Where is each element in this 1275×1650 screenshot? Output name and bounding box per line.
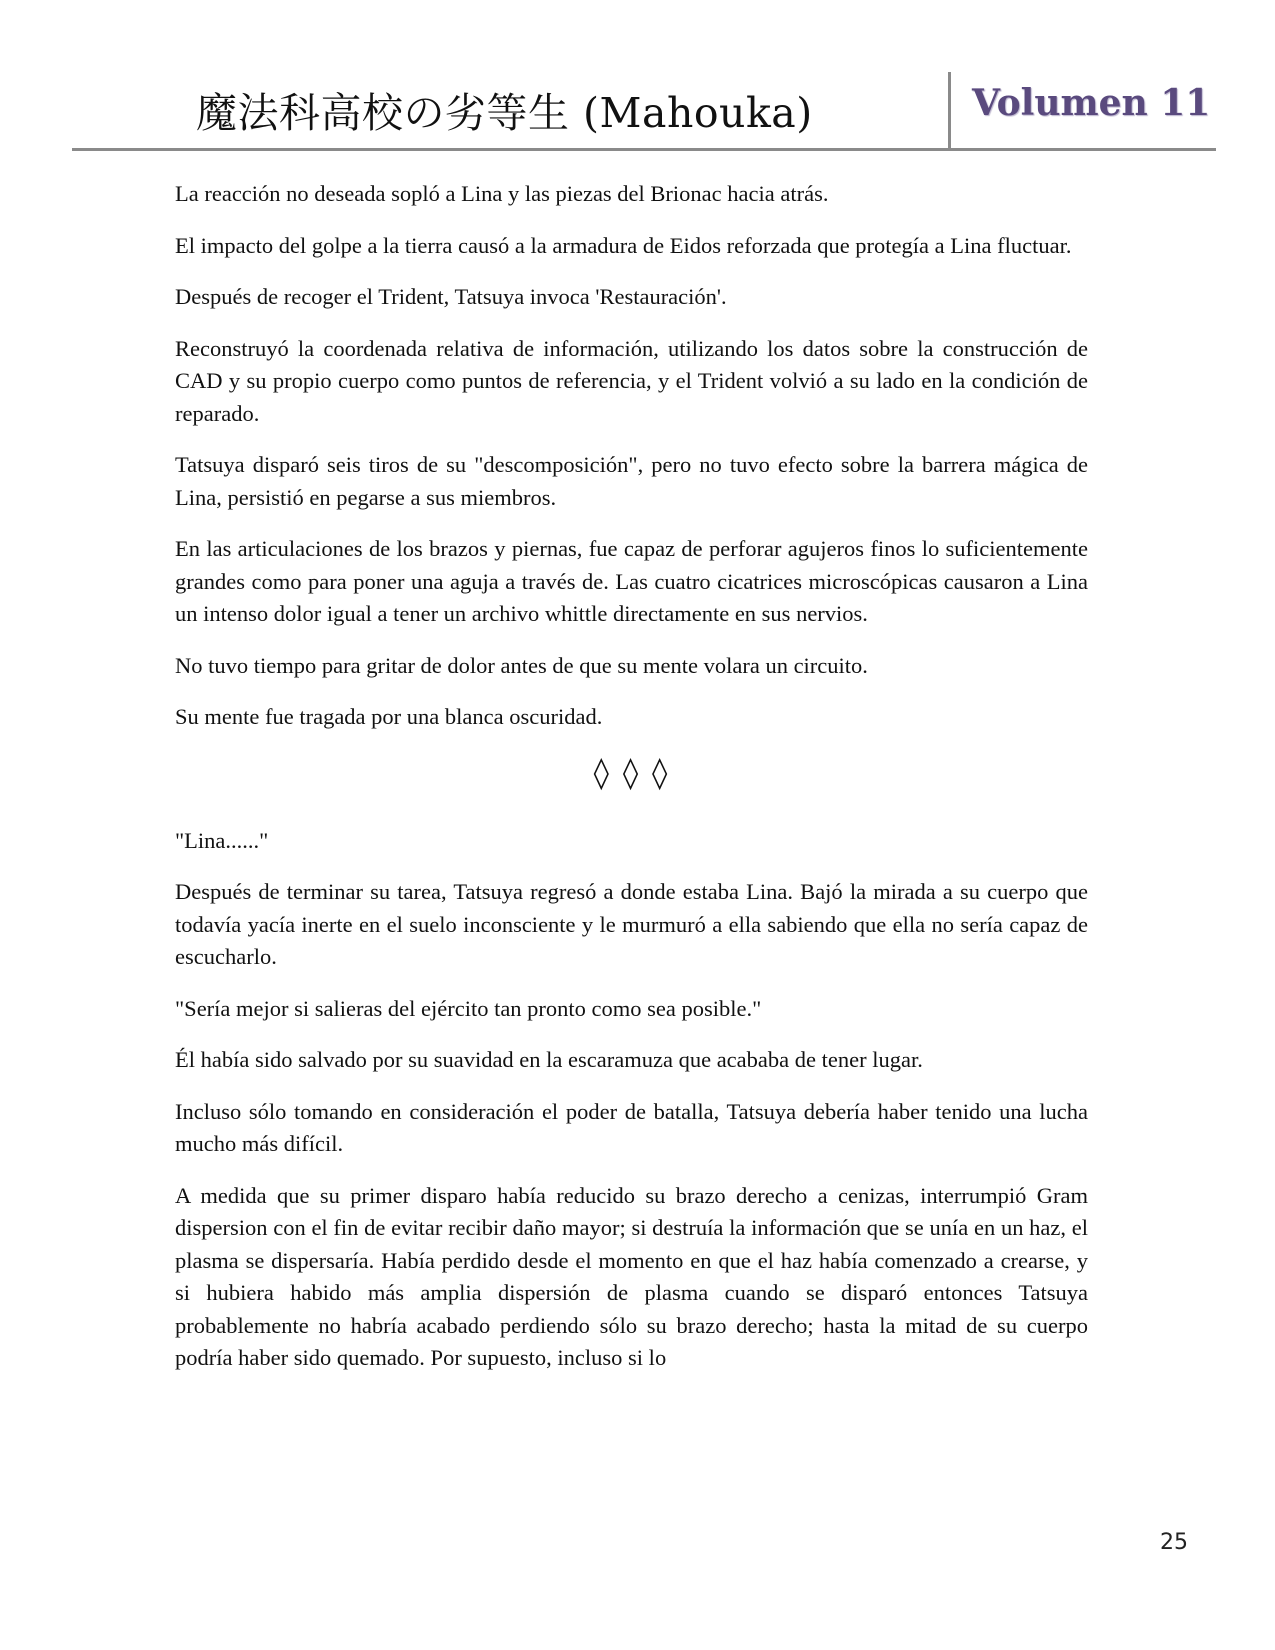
paragraph: No tuvo tiempo para gritar de dolor antes de que su mente volara un circuito.	[175, 652, 868, 678]
paragraph: Después de terminar su tarea, Tatsuya regresó a donde estaba Lina. Bajó la mirada a su cuerpo que todavía yacía inerte en el suelo inconsciente y le murmuró a ella sabiendo que ella no sería capaz de escucharlo.	[175, 879, 1088, 969]
paragraph: "Lina......"	[175, 827, 269, 853]
page-header	[72, 70, 1216, 150]
page-body	[175, 178, 1088, 1394]
header-rule	[72, 148, 1216, 151]
volume-label: Volumen 11	[972, 82, 1211, 124]
paragraph: A medida que su primer disparo había reducido su brazo derecho a cenizas, interrumpió Gram dispersion con el fin de evitar recibir daño mayor; si destruía la información que se unía en un haz, el plasma se dispersaría. Había perdido desde el momento en que el haz había comenzado a crearse, y si hubiera habido más amplia dispersión de plasma cuando se disparó entonces Tatsuya probablemente no habría acabado perdiendo sólo su brazo derecho; hasta la mitad de su cuerpo podría haber sido quemado. Por supuesto, incluso si lo	[175, 1182, 1088, 1370]
paragraph: Incluso sólo tomando en consideración el poder de batalla, Tatsuya debería haber tenido una lucha mucho más difícil.	[175, 1098, 1088, 1156]
paragraph: En las articulaciones de los brazos y piernas, fue capaz de perforar agujeros finos lo suficientemente grandes como para poner una aguja a través de. Las cuatro cicatrices microscópicas causaron a Lina un intenso dolor igual a tener un archivo whittle directamente en sus nervios.	[175, 536, 1088, 626]
paragraph: Reconstruyó la coordenada relativa de información, utilizando los datos sobre la construcción de CAD y su propio cuerpo como puntos de referencia, y el Trident volvió a su lado en la condición de reparado.	[175, 335, 1088, 426]
paragraph: Él había sido salvado por su suavidad en la escaramuza que acababa de tener lugar.	[175, 1047, 923, 1072]
book-title: 魔法科高校の劣等生 (Mahouka)	[196, 89, 813, 137]
paragraph: Tatsuya disparó seis tiros de su "descomposición", pero no tuvo efecto sobre la barrera mágica de Lina, persistió en pegarse a sus miembros.	[175, 452, 1088, 510]
scene-break-separator: ◊ ◊ ◊	[593, 754, 670, 791]
paragraph: Su mente fue tragada por una blanca oscuridad.	[175, 704, 603, 729]
header-divider	[948, 72, 951, 148]
paragraph: La reacción no deseada sopló a Lina y las piezas del Brionac hacia atrás.	[175, 181, 829, 206]
paragraph: "Sería mejor si salieras del ejército tan pronto como sea posible."	[175, 995, 762, 1021]
paragraph: El impacto del golpe a la tierra causó a la armadura de Eidos reforzada que protegía a Lina fluctuar.	[175, 232, 1072, 258]
paragraph: Después de recoger el Trident, Tatsuya invoca 'Restauración'.	[175, 284, 727, 309]
page-number: 25	[1160, 1530, 1188, 1555]
